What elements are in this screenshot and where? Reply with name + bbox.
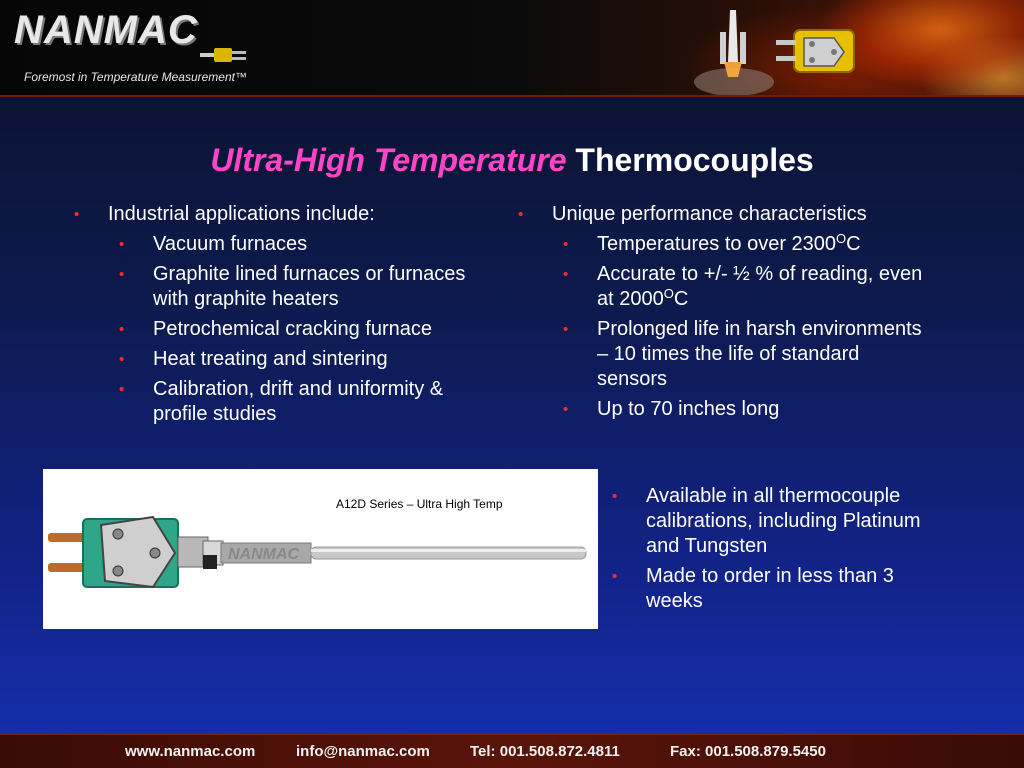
product-caption: A12D Series – Ultra High Temp	[336, 497, 503, 511]
list-item: • Vacuum furnaces	[70, 232, 490, 257]
list-item: • Accurate to +/- ½ % of reading, even at $2000^OC$	[514, 262, 934, 312]
list-item: • Available in all thermocouple calibrations, including Platinum and Tungsten	[608, 484, 948, 559]
list-heading: • Industrial applications include:	[70, 202, 490, 227]
title-plain: Thermocouples	[575, 142, 814, 178]
applications-list	[70, 202, 490, 432]
list-item: • Temperatures to over $2300^OC$	[514, 232, 934, 257]
list-item: • Prolonged life in harsh environments – 10 times the life of standard sensors	[514, 317, 934, 392]
rocket-and-connector-icon	[644, 2, 964, 95]
footer	[0, 734, 1024, 768]
list-item: • Graphite lined furnaces or furnaces with graphite heaters	[70, 262, 490, 312]
engraving-text: NANMAC	[228, 546, 300, 563]
title-accent: Ultra-High Temperature	[210, 142, 567, 178]
list-item: • Heat treating and sintering	[70, 347, 490, 372]
characteristics-list	[514, 202, 934, 427]
page-title	[0, 142, 1024, 179]
list-item: • Calibration, drift and uniformity & profile studies	[70, 377, 490, 427]
company-logo: NANMAC	[14, 8, 198, 52]
email-link[interactable]: info@nanmac.com	[296, 743, 430, 760]
thermocouple-image	[43, 469, 598, 629]
telephone-number: Tel: 001.508.872.4811	[470, 743, 620, 760]
availability-list	[608, 484, 948, 619]
website-link[interactable]: www.nanmac.com	[125, 743, 256, 760]
fax-number: Fax: 001.508.879.5450	[670, 743, 826, 760]
tagline: Foremost in Temperature Measurement™	[24, 70, 247, 84]
list-item: • Up to 70 inches long	[514, 397, 934, 422]
list-item: • Petrochemical cracking furnace	[70, 317, 490, 342]
product-photo	[43, 469, 598, 629]
header-banner	[0, 0, 1024, 97]
plug-logo-icon	[200, 44, 250, 66]
list-heading: • Unique performance characteristics	[514, 202, 934, 227]
list-item: • Made to order in less than 3 weeks	[608, 564, 948, 614]
